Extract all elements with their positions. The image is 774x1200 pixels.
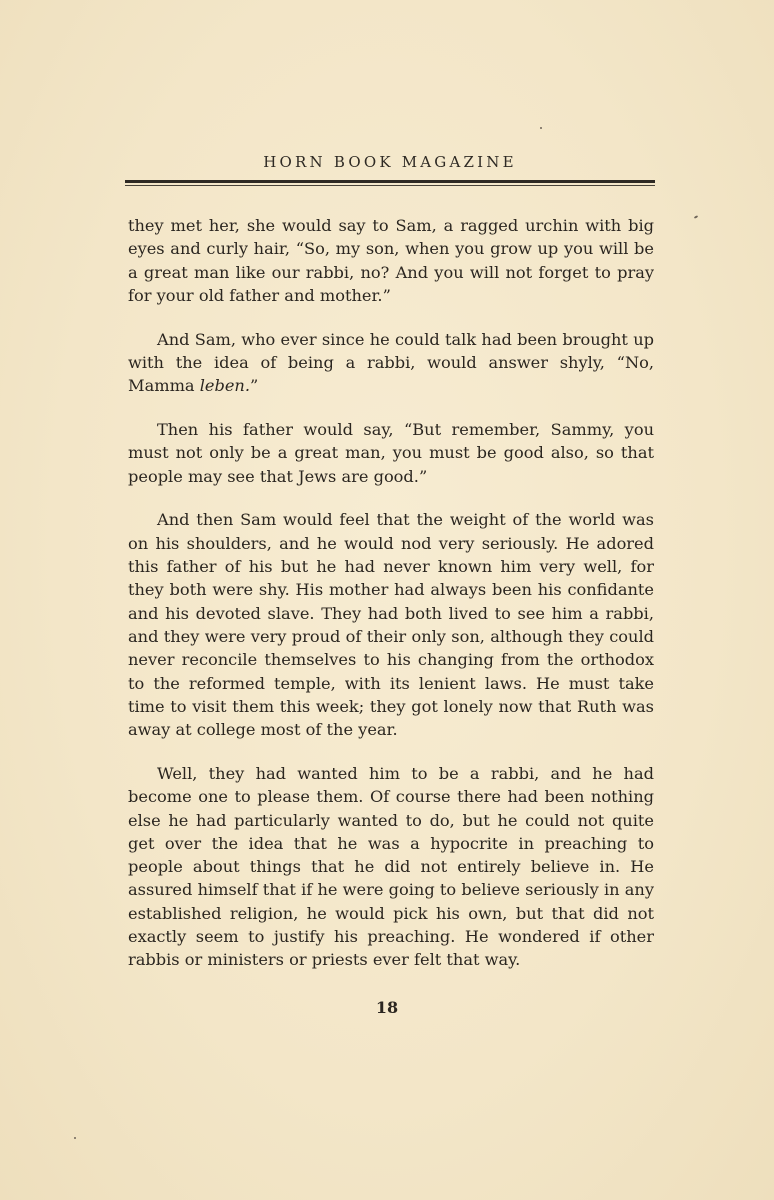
paragraph-1: they met her, she would say to Sam, a ragged urchin with big eyes and curly hair, “So, my son, when you grow up you will be a great man like our rabbi, no? And you will not forget to pray for your old father and mother.” (128, 216, 654, 305)
paragraph-2-closing-quote: ” (250, 376, 259, 396)
header-rule-thin (125, 185, 655, 186)
paper-speck (74, 1137, 76, 1139)
page-number: 18 (375, 998, 399, 1017)
paragraph-4: And then Sam would feel that the weight of the world was on his shoulders, and he would nod very seriously. He adored this father of his but he had never known him very well, for they both were shy. His mother had always been his confidante and his devoted slave. They had both lived to see him a rabbi, and they were very proud of their only son, although they could never reconcile themselves to his changing from the orthodox to the reformed temple, with its lenient laws. He must take time to visit them this week; they got lonely now that Ruth was away at college most of the year. (128, 510, 654, 740)
body-text (128, 214, 654, 992)
paragraph-2 (128, 328, 654, 398)
header-rule-thick (125, 180, 655, 183)
paper-speck (694, 215, 698, 219)
paragraph-2-italic-word: leben. (199, 376, 251, 396)
paragraph-5: Well, they had wanted him to be a rabbi, and he had become one to please them. Of course there had been nothing else he had particularly wanted to do, but he could not quite get over the idea that he was a hypocrite in preaching to people about things that he did not entirely believe in. He assured himself that if he were going to believe seriously in any established religion, he would pick his own, but that did not exactly seem to justify his preaching. He wondered if other rabbis or ministers or priests ever felt that way. (128, 763, 654, 970)
paragraph-3: Then his father would say, “But remember, Sammy, you must not only be a great man, you must be good also, so that people may see that Jews are good.” (128, 420, 654, 486)
paragraph-2-text: And Sam, who ever since he could talk had been brought up with the idea of being a rabbi, would answer shyly, “No, Mamma (128, 329, 654, 396)
paper-speck (540, 127, 542, 129)
running-head: HORN BOOK MAGAZINE (263, 153, 517, 171)
